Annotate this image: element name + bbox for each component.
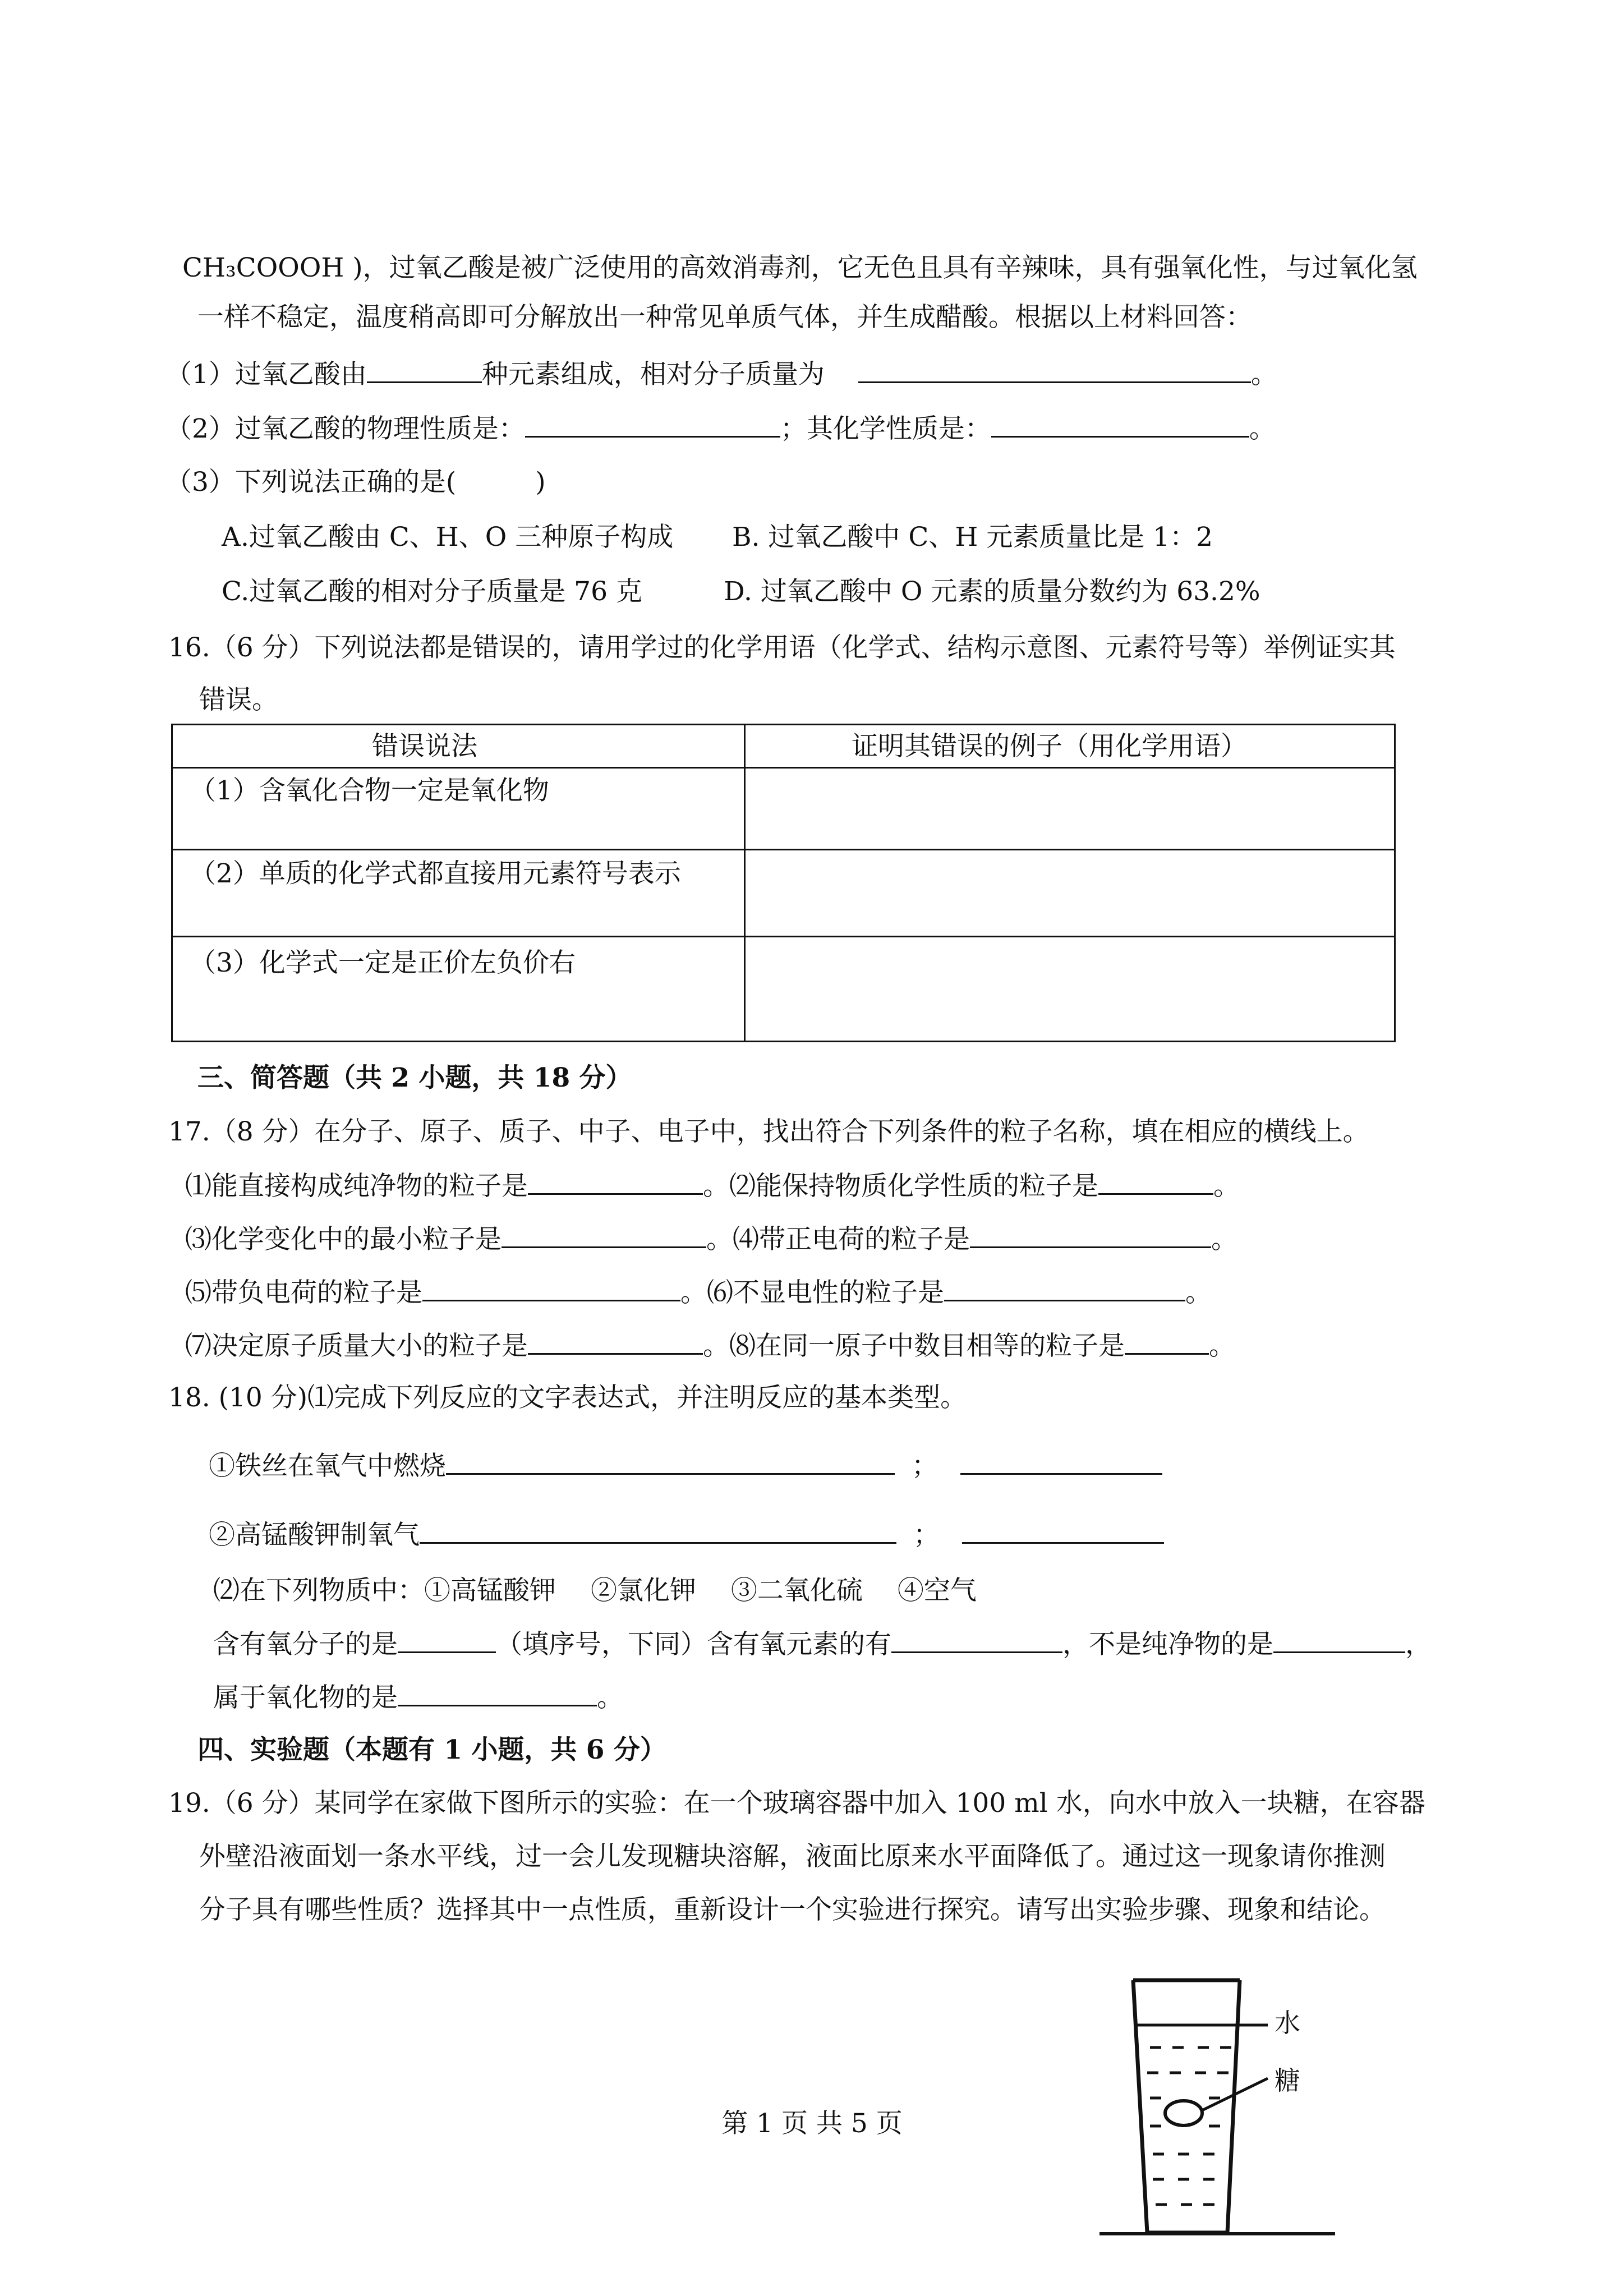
q18-l1-d: ， xyxy=(1405,1629,1432,1660)
q18-part2: ⑵在下列物质中：①高锰酸钾 ②氯化钾 ③二氧化硫 ④空气 xyxy=(213,1575,977,1606)
q15-sub1-end: 。 xyxy=(1250,359,1277,390)
page-footer: 第 1 页 共 5 页 xyxy=(721,2108,903,2139)
table-row-1-text: （1）含氧化合物一定是氧化物 xyxy=(190,775,549,806)
q17-end: 。 xyxy=(1209,1331,1235,1361)
q18-blank-oxygen-molecule[interactable] xyxy=(398,1627,496,1653)
q18-part2-line1 xyxy=(213,1627,1432,1662)
q18-l2-b: 。 xyxy=(597,1682,623,1713)
table-row xyxy=(173,769,1394,850)
q16-text-line2: 错误。 xyxy=(199,684,278,715)
table-header-row xyxy=(173,725,1394,769)
q18-r1-label: ①铁丝在氧气中燃烧 xyxy=(209,1451,446,1481)
q17-blank-7[interactable] xyxy=(528,1328,703,1355)
q18-blank-r2-expression[interactable] xyxy=(420,1517,896,1544)
q18-blank-not-pure[interactable] xyxy=(1273,1627,1405,1653)
q17-item-5: ⑸带负电荷的粒子是 xyxy=(185,1277,422,1308)
q17-item-4: ⑷带正电荷的粒子是 xyxy=(733,1224,970,1255)
q15-blank-chemical[interactable] xyxy=(991,411,1249,438)
q18-r2-sep: ； xyxy=(913,1520,940,1550)
section-3-heading: 三、简答题（共 2 小题，共 18 分） xyxy=(197,1062,632,1093)
q17-blank-3[interactable] xyxy=(502,1222,706,1248)
q18-l2-a: 属于氧化物的是 xyxy=(213,1682,398,1713)
q17-end: 。 xyxy=(1211,1224,1237,1255)
q15-sub3: （3）下列说法正确的是( ) xyxy=(165,467,546,498)
section-4-heading: 四、实验题（本题有 1 小题，共 6 分） xyxy=(197,1734,666,1765)
q17-blank-8[interactable] xyxy=(1125,1328,1209,1355)
q17-line-4 xyxy=(185,1328,1235,1363)
q17-item-8: ⑻在同一原子中数目相等的粒子是 xyxy=(729,1331,1125,1361)
q18-reaction-2 xyxy=(209,1517,1164,1552)
q15-option-b: B. 过氧乙酸中 C、H 元素质量比是 1：2 xyxy=(732,522,1213,553)
q15-sub1-label-a: （1）过氧乙酸由 xyxy=(165,359,367,390)
q15-sub2-end: 。 xyxy=(1249,413,1276,444)
q15-sub2-label-b: ；其化学性质是： xyxy=(780,413,991,444)
q17-end: 。 xyxy=(1185,1277,1212,1308)
q18-r1-sep: ； xyxy=(912,1451,938,1481)
q18-blank-oxygen-element[interactable] xyxy=(891,1627,1062,1653)
q18-blank-oxide[interactable] xyxy=(398,1680,597,1706)
q18-l1-a: 含有氧分子的是 xyxy=(213,1629,398,1660)
q18-blank-r1-expression[interactable] xyxy=(446,1448,895,1475)
q17-blank-5[interactable] xyxy=(422,1275,680,1301)
q17-item-1: ⑴能直接构成纯净物的粒子是 xyxy=(185,1171,528,1202)
q17-blank-6[interactable] xyxy=(944,1275,1185,1301)
q17-end: 。 xyxy=(680,1277,707,1308)
q15-text-line1: CH₃COOOH )，过氧乙酸是被广泛使用的高效消毒剂，它无色且具有辛辣味，具有强氧化性，与过氧化氢 xyxy=(182,252,1418,283)
q15-sub2 xyxy=(165,411,1276,446)
q17-line-3 xyxy=(185,1275,1212,1310)
table-header-right: 证明其错误的例子（用化学用语） xyxy=(852,731,1247,762)
q15-sub2-label-a: （2）过氧乙酸的物理性质是： xyxy=(165,413,525,444)
q17-item-3: ⑶化学变化中的最小粒子是 xyxy=(185,1224,502,1255)
q19-text-line1: 19.（6 分）某同学在家做下图所示的实验：在一个玻璃容器中加入 100 ml 水，向水中放入一块糖，在容器 xyxy=(168,1788,1425,1819)
q15-sub1 xyxy=(165,357,1277,392)
q15-option-a: A.过氧乙酸由 C、H、O 三种原子构成 xyxy=(222,522,674,553)
q17-end: 。 xyxy=(703,1171,729,1202)
q16-table xyxy=(171,724,1396,1042)
q17-item-2: ⑵能保持物质化学性质的粒子是 xyxy=(729,1171,1098,1202)
q18-r2-label: ②高锰酸钾制氧气 xyxy=(209,1520,420,1550)
table-row-2-text: （2）单质的化学式都直接用元素符号表示 xyxy=(190,858,681,889)
q17-line-1 xyxy=(185,1168,1240,1203)
q16-text-line1: 16.（6 分）下列说法都是错误的，请用学过的化学用语（化学式、结构示意图、元素符号等）举例证实其 xyxy=(168,632,1396,663)
q15-blank-molar-mass[interactable] xyxy=(858,357,1251,383)
table-row xyxy=(173,937,1394,1044)
q15-blank-elements[interactable] xyxy=(367,357,482,383)
table-row-3-text: （3）化学式一定是正价左负价右 xyxy=(190,947,576,978)
q18-part2-line2 xyxy=(213,1680,623,1715)
q18-l1-c: ，不是纯净物的是 xyxy=(1062,1629,1273,1660)
table-header-left: 错误说法 xyxy=(372,731,477,762)
q18-l1-b: （填序号，下同）含有氧元素的有 xyxy=(496,1629,891,1660)
q17-end: 。 xyxy=(1213,1171,1240,1202)
q17-end: 。 xyxy=(703,1331,729,1361)
q15-option-d: D. 过氧乙酸中 O 元素的质量分数约为 63.2% xyxy=(724,576,1260,607)
q17-item-7: ⑺决定原子质量大小的粒子是 xyxy=(185,1331,528,1361)
q17-blank-4[interactable] xyxy=(970,1222,1211,1248)
q18-intro: 18. (10 分)⑴完成下列反应的文字表达式，并注明反应的基本类型。 xyxy=(168,1382,967,1413)
q19-text-line3: 分子具有哪些性质？选择其中一点性质，重新设计一个实验进行探究。请写出实验步骤、现象和结论。 xyxy=(199,1894,1386,1925)
q17-blank-1[interactable] xyxy=(528,1168,703,1195)
q19-text-line2: 外壁沿液面划一条水平线，过一会儿发现糖块溶解，液面比原来水平面降低了。通过这一现象请你推测 xyxy=(199,1841,1386,1872)
q17-intro: 17.（8 分）在分子、原子、质子、中子、电子中，找出符合下列条件的粒子名称，填在相应的横线上。 xyxy=(168,1116,1369,1147)
q18-reaction-1 xyxy=(209,1448,1162,1483)
q15-text-line2: 一样不稳定，温度稍高即可分解放出一种常见单质气体，并生成醋酸。根据以上材料回答： xyxy=(197,302,1252,333)
q15-sub1-label-b: 种元素组成，相对分子质量为 xyxy=(481,359,825,390)
diagram-label-sugar: 糖 xyxy=(1275,2065,1300,2096)
q15-blank-physical[interactable] xyxy=(525,411,780,438)
q18-blank-r1-type[interactable] xyxy=(960,1448,1162,1475)
q17-item-6: ⑹不显电性的粒子是 xyxy=(707,1277,944,1308)
q18-blank-r2-type[interactable] xyxy=(962,1517,1164,1544)
q17-end: 。 xyxy=(706,1224,733,1255)
q17-line-2 xyxy=(185,1222,1237,1257)
q17-blank-2[interactable] xyxy=(1098,1168,1213,1195)
diagram-label-water: 水 xyxy=(1275,2008,1300,2038)
table-column-divider xyxy=(744,725,746,1041)
q15-option-c: C.过氧乙酸的相对分子质量是 76 克 xyxy=(222,576,642,607)
table-row xyxy=(173,850,1394,937)
